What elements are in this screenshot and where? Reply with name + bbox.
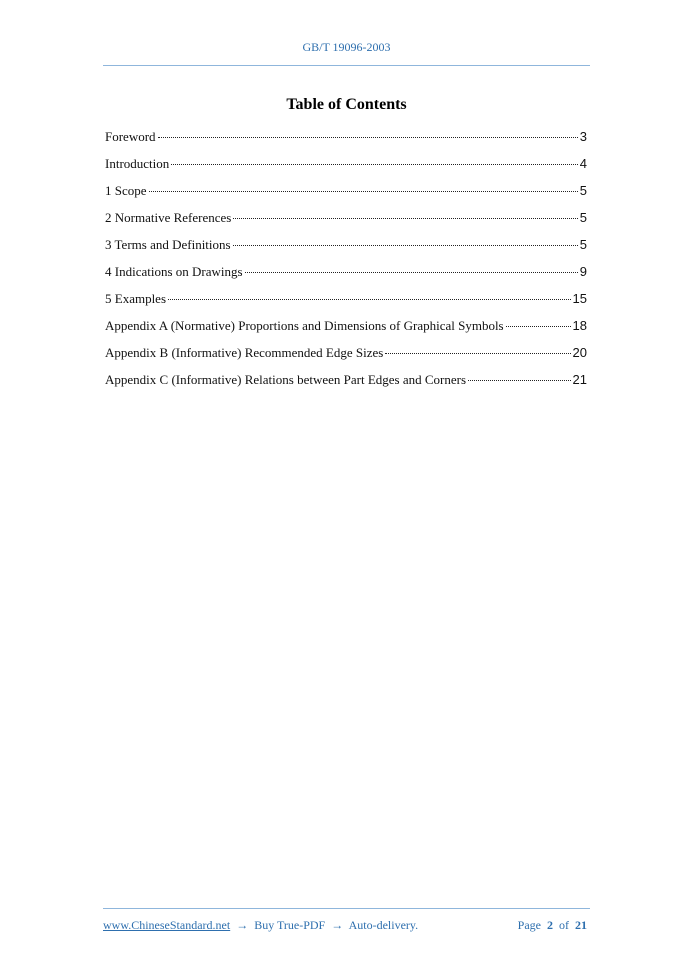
toc-entry-examples[interactable]	[105, 289, 587, 316]
header-divider	[103, 65, 590, 66]
dot-leader	[149, 191, 578, 192]
dot-leader	[233, 245, 578, 246]
arrow-right-icon: →	[236, 918, 249, 932]
toc-entry-label: 3 Terms and Definitions	[105, 237, 231, 252]
page-title: Table of Contents	[286, 96, 407, 113]
dot-leader	[233, 218, 577, 219]
dot-leader	[171, 164, 578, 165]
running-header: GB/T 19096-2003	[302, 40, 391, 54]
toc-entry-introduction[interactable]	[105, 154, 587, 181]
arrow-right-icon: →	[331, 918, 344, 932]
toc-entry-label: 1 Scope	[105, 183, 147, 198]
dot-leader	[245, 272, 578, 273]
toc-entry-appendix-a[interactable]	[105, 316, 587, 343]
toc-entry-page: 3	[579, 129, 587, 144]
toc-entry-scope[interactable]	[105, 181, 587, 208]
toc-entry-page: 20	[572, 345, 587, 360]
current-page-number: 2	[547, 918, 553, 932]
toc-entry-label: Appendix C (Informative) Relations between Part Edges and Corners	[105, 372, 467, 387]
dot-leader	[168, 299, 571, 300]
of-word: of	[559, 918, 569, 932]
toc-entry-page: 21	[572, 372, 587, 387]
toc-entry-label: Appendix B (Informative) Recommended Edge Sizes	[105, 345, 384, 360]
page-word: Page	[517, 918, 541, 932]
toc-entry-label: Appendix A (Normative) Proportions and Dimensions of Graphical Symbols	[105, 318, 504, 333]
toc-entry-page: 5	[579, 210, 587, 225]
auto-delivery-text: Auto-delivery.	[348, 918, 419, 932]
toc-entry-page: 4	[579, 156, 587, 171]
toc-entry-label: 2 Normative References	[105, 210, 232, 225]
toc-entry-page: 5	[579, 237, 587, 252]
toc-entry-appendix-c[interactable]	[105, 370, 587, 397]
toc-entry-page: 9	[579, 264, 587, 279]
toc-entry-label: 5 Examples	[105, 291, 167, 306]
toc-entry-appendix-b[interactable]	[105, 343, 587, 370]
toc-entry-label: Introduction	[105, 156, 170, 171]
toc-entry-page: 18	[572, 318, 587, 333]
table-of-contents	[105, 127, 587, 397]
footer-divider	[103, 908, 590, 909]
toc-entry-label: 4 Indications on Drawings	[105, 264, 243, 279]
toc-entry-terms-and-definitions[interactable]	[105, 235, 587, 262]
page-indicator	[518, 918, 590, 933]
total-pages-number: 21	[575, 918, 587, 932]
dot-leader	[506, 326, 571, 327]
dot-leader	[385, 353, 570, 354]
dot-leader	[158, 137, 578, 138]
toc-entry-label: Foreword	[105, 129, 156, 144]
dot-leader	[468, 380, 571, 381]
toc-entry-normative-references[interactable]	[105, 208, 587, 235]
footer-left	[103, 918, 418, 933]
toc-entry-foreword[interactable]	[105, 127, 587, 154]
toc-entry-page: 5	[579, 183, 587, 198]
toc-entry-indications-on-drawings[interactable]	[105, 262, 587, 289]
website-link[interactable]: www.ChineseStandard.net	[103, 918, 231, 932]
toc-entry-page: 15	[572, 291, 587, 306]
buy-pdf-text: Buy True-PDF	[254, 918, 326, 932]
page-footer	[103, 918, 590, 933]
